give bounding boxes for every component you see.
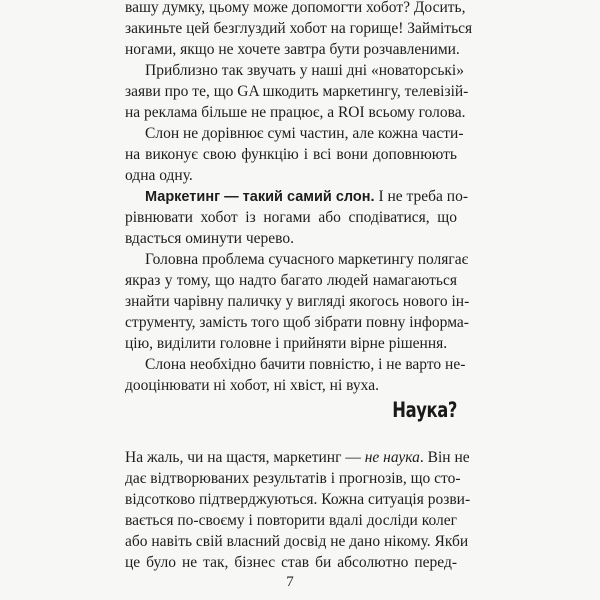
page-number: 7 (286, 574, 294, 590)
text-line: дає відтворюваних результатів і прогнозів, що сто- (125, 470, 461, 487)
text-line: вашу думку, цьому може допомогти хобот? Досить, (125, 0, 466, 16)
text-line: заяви про те, що GA шкодить маркетингу, телевізій- (125, 83, 469, 100)
text-line: Слона необхідно бачити повністю, і не варто не- (145, 356, 466, 373)
text-span: І не треба по- (374, 188, 468, 205)
text-line: на виконує свою функцію і всі вони доповнюють (125, 146, 457, 163)
text-line: якраз у тому, що надто багато людей намагаються (125, 272, 457, 289)
text-line: або навіть свій власний досвід не дано нікому. Якби (125, 533, 469, 550)
text-line: ногами, якщо не хочете завтра бути розчавленими. (125, 41, 460, 58)
text-line: одна одну. (125, 167, 193, 184)
text-line: відсотково підтверджуються. Кожна ситуація розви- (125, 491, 471, 508)
text-line: Головна проблема сучасного маркетингу полягає (145, 251, 469, 268)
text-line: рівнювати хобот із ногами або сподіватися, що (125, 209, 457, 226)
text-line: цію, виділити головне і прийняти вірне рішення. (125, 335, 448, 352)
text-line: вдасться оминути черево. (125, 230, 294, 247)
text-span: . Він не (419, 449, 470, 466)
text-line: закиньте цей безглуздий хобот на горище! Займіться (125, 20, 473, 37)
text-line: дооцінювати ні хобот, ні хвіст, ні вуха. (125, 377, 379, 394)
italic-text: не наука (364, 449, 420, 466)
text-line: Приблизно так звучать у наші дні «новаторські» (145, 62, 464, 79)
text-line: Слон не дорівнює сумі частин, але кожна части- (145, 125, 464, 142)
bold-lead: Маркетинг — такий самий слон. (145, 189, 375, 205)
text-line: знайти чарівну паличку у вигляді якогось нового ін- (125, 293, 470, 310)
text-line: це було не так, бізнес став би абсолютно перед- (125, 554, 457, 571)
text-line: вається по-своєму і повторити вдалі досліди колег (125, 512, 457, 529)
text-span: На жаль, чи на щастя, маркетинг — (125, 449, 365, 466)
text-line (145, 186, 468, 208)
section-heading: Наука? (392, 398, 457, 422)
text-line: на реклама більше не працює, а ROI всьому голова. (125, 104, 466, 121)
text-line (125, 447, 470, 468)
text-line: струменту, замість того щоб зібрати повну інформа- (125, 314, 469, 331)
